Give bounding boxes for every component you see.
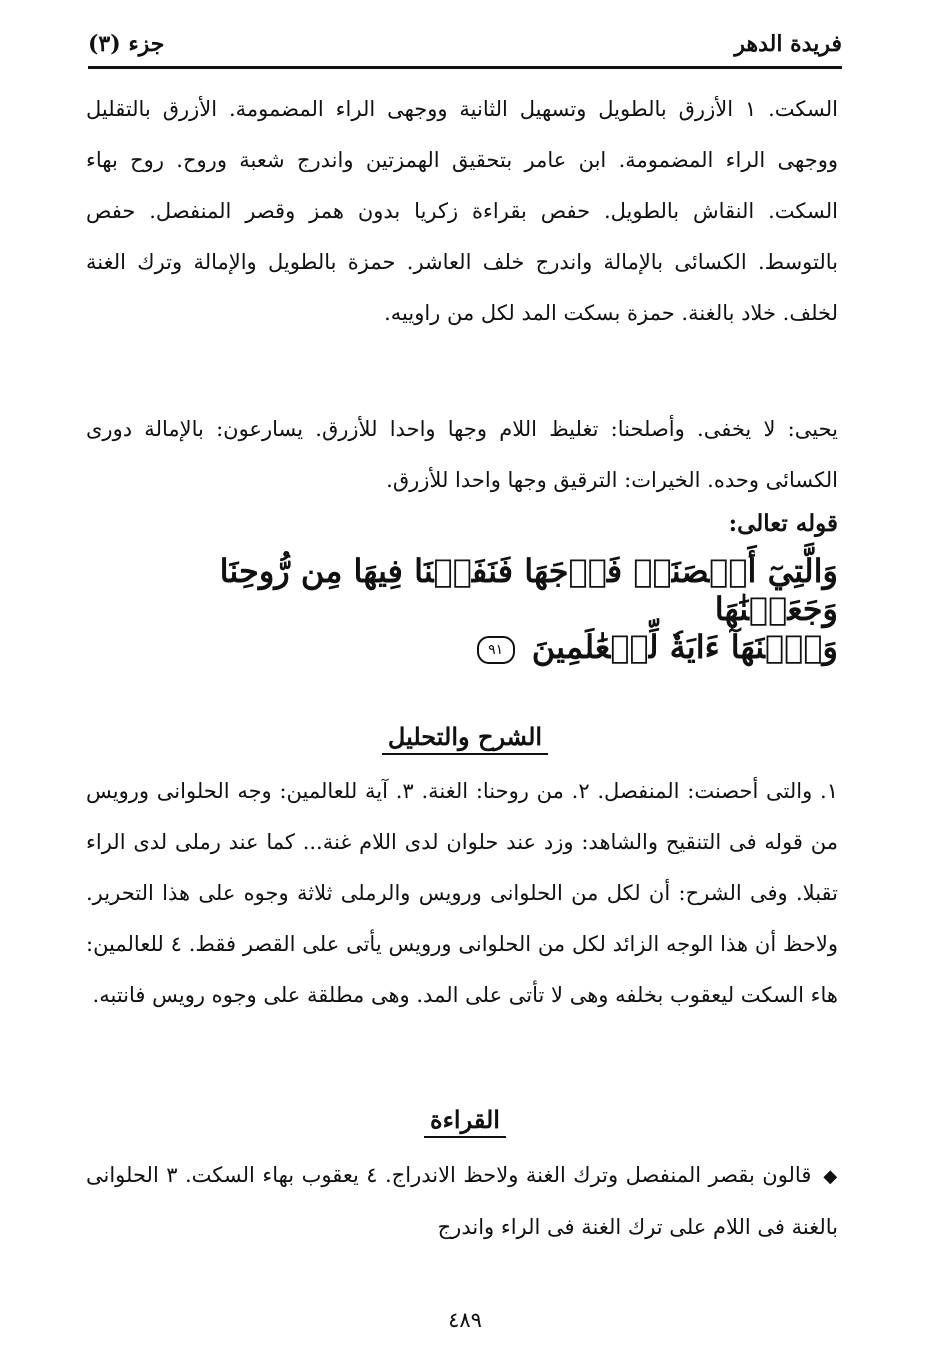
- qiraa-heading: [0, 1105, 930, 1134]
- header-divider: [88, 66, 842, 69]
- ayah-line-2-text: وَٱبۡنَهَآ ءَايَةٗ لِّلۡعَٰلَمِينَ: [531, 628, 838, 666]
- page-number: ٤٨٩: [448, 1308, 482, 1332]
- sharh-heading-text: الشرح والتحليل: [382, 722, 548, 755]
- qiraa-text: قالون بقصر المنفصل وترك الغنة ولاحظ الاندراج. ٤ يعقوب بهاء السكت. ٣ الحلوانى بالغنة فى اللام على ترك الغنة فى الراء واندرج: [86, 1163, 838, 1239]
- intro-paragraph: السكت. ١ الأزرق بالطويل وتسهيل الثانية ووجهى الراء المضمومة. الأزرق بالتقليل ووجهى الراء المضمومة. ابن عامر بتحقيق الهمزتين واندرج شعبة وروح. روح بهاء السكت. النقاش بالطويل. حفص بقراءة زكريا بدون همز وقصر المنفصل. حفص بالتوسط. الكسائى بالإمالة واندرج خلف العاشر. حمزة بالطويل والإمالة وترك الغنة لخلف. خلاد بالغنة. حمزة بسكت المد لكل من راوييه.: [86, 97, 838, 325]
- yahya-paragraph: يحيى: لا يخفى. وأصلحنا: تغليظ اللام وجها واحدا للأزرق. يسارعون: بالإمالة دورى الكسائى وحده. الخيرات: الترقيق وجها واحدا للأزرق.: [86, 417, 838, 492]
- ayah-line-1: وَالَّتِيٓ أَحۡصَنَتۡ فَرۡجَهَا فَنَفَخۡنَا فِيهَا مِن رُّوحِنَا وَجَعَلۡنَٰهَا: [219, 552, 838, 628]
- sharh-heading: [0, 722, 930, 751]
- page-header: [88, 22, 842, 66]
- diamond-bullet-icon: ◆: [823, 1166, 839, 1187]
- ayah-line-2: [86, 628, 838, 666]
- qiraa-paragraph: [86, 1150, 838, 1253]
- qiraa-heading-text: القراءة: [424, 1105, 506, 1138]
- qawluhu-label: قوله تعالى:: [728, 510, 838, 537]
- sharh-paragraph: ١. والتى أحصنت: المنفصل. ٢. من روحنا: الغنة. ٣. آية للعالمين: وجه الحلوانى ورويس من قوله فى التنقيح والشاهد: وزد عند حلوان لدى اللام غنة... كما عند رملى لدى الراء تقبلا. وفى الشرح: أن لكل من الحلوانى ورويس والرملى ثلاثة وجوه على هذا التحرير. ولاحظ أن هذا الوجه الزائد لكل من الحلوانى ورويس يأتى على القصر فقط. ٤ للعالمين: هاء السكت ليعقوب بخلفه وهى لا تأتى على المد. وهى مطلقة على وجوه رويس فانتبه.: [86, 779, 838, 1007]
- part-label: جزء (٣): [88, 31, 165, 57]
- ayah-number-marker: ٩١: [477, 636, 515, 664]
- book-title: فريدة الدهر: [734, 31, 842, 57]
